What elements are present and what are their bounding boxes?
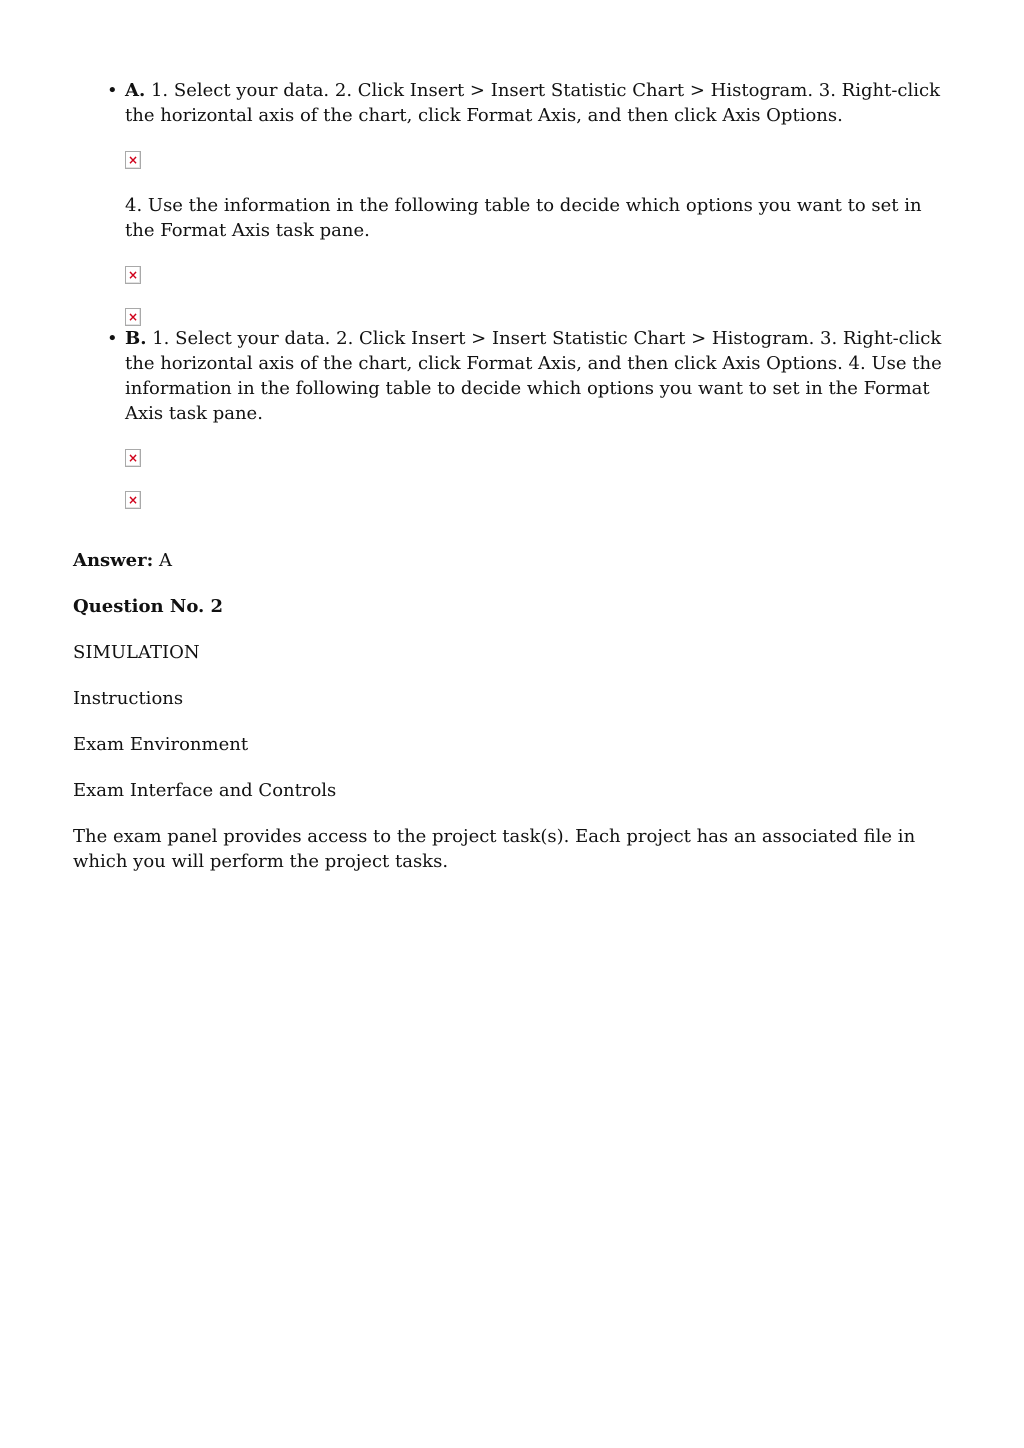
answer-line xyxy=(73,548,943,573)
paragraph-exam-panel: The exam panel provides access to the project task(s). Each project has an associated file in which you will perform the project tasks. xyxy=(73,826,916,872)
paragraph-exam-environment: Exam Environment xyxy=(73,734,249,755)
paragraph-instructions: Instructions xyxy=(73,688,184,709)
bullet-icon: • xyxy=(107,328,118,349)
broken-image-icon: × xyxy=(125,151,141,169)
document-page xyxy=(73,78,943,874)
question-title: Question No. 2 xyxy=(73,596,224,617)
option-b-letter: B. xyxy=(125,328,147,349)
paragraph-exam-interface: Exam Interface and Controls xyxy=(73,780,337,801)
broken-image-icon: × xyxy=(125,449,141,467)
bullet-icon: • xyxy=(107,80,118,101)
option-a xyxy=(107,78,943,326)
option-b-part1: 1. Select your data. 2. Click Insert > Insert Statistic Chart > Histogram. 3. Right-click the horizontal axis of the chart, click Format Axis, and then click Axis Options. 4. Use the information in the following table to decide which options you want to set in the Format Axis task pane. xyxy=(125,328,942,424)
option-b xyxy=(107,326,943,509)
option-a-letter: A. xyxy=(125,80,146,101)
option-b-text-1 xyxy=(125,326,943,426)
broken-image-icon: × xyxy=(125,266,141,284)
option-a-part1: 1. Select your data. 2. Click Insert > Insert Statistic Chart > Histogram. 3. Right-click the horizontal axis of the chart, click Format Axis, and then click Axis Options. xyxy=(125,80,941,126)
broken-image-icon: × xyxy=(125,491,141,509)
option-a-text-2: 4. Use the information in the following table to decide which options you want to set in the Format Axis task pane. xyxy=(125,195,922,241)
answer-options-list xyxy=(73,78,943,509)
broken-image-icon: × xyxy=(125,308,141,326)
paragraph-simulation: SIMULATION xyxy=(73,642,200,663)
answer-label: Answer: xyxy=(73,550,154,571)
option-a-text-1 xyxy=(125,78,943,128)
answer-value: A xyxy=(159,550,172,571)
